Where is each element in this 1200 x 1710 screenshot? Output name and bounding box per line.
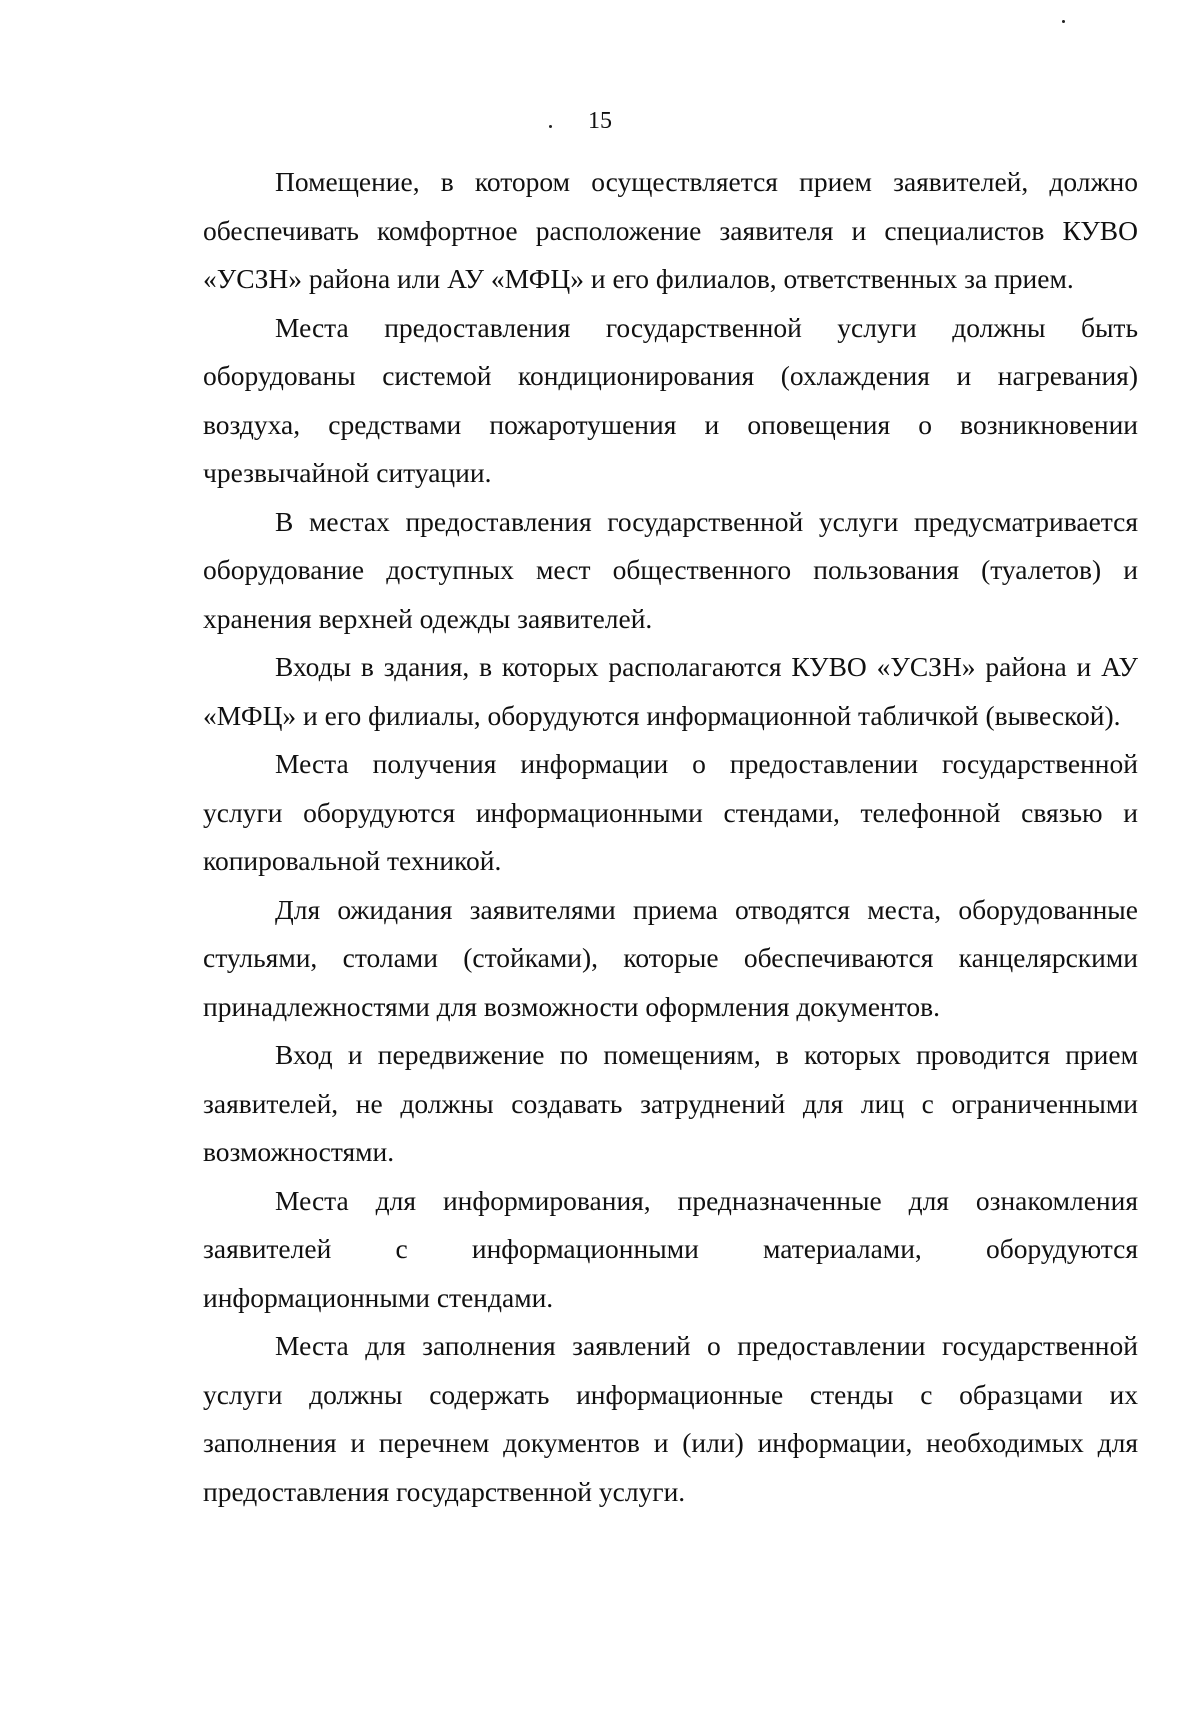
paragraph: Помещение, в котором осуществляется прием заявителей, должно обеспечивать комфортное расположение заявителя и специалистов КУВО «УСЗН» района или АУ «МФЦ» и его филиалов, ответственных за прием.: [203, 166, 1138, 294]
document-body: [203, 158, 1138, 1516]
paragraph: Места предоставления государственной услуги должны быть оборудованы системой кондиционирования (охлаждения и нагревания) воздуха, средствами пожаротушения и оповещения о возникновении чрезвычайной ситуации.: [203, 311, 1138, 488]
page-number: 15: [588, 108, 612, 134]
paragraph: Места для информирования, предназначенные для ознакомления заявителей с информационными материалами, оборудуются информационными стендами.: [203, 1184, 1138, 1313]
paragraph: Для ожидания заявителями приема отводятся места, оборудованные стульями, столами (стойками), которые обеспечиваются канцелярскими принадлежностями для возможности оформления документов.: [203, 893, 1138, 1022]
paragraph: Вход и передвижение по помещениям, в которых проводится прием заявителей, не должны создавать затруднений для лиц с ограниченными возможностями.: [203, 1039, 1138, 1167]
scan-speck: [1062, 20, 1065, 23]
paragraph: Места для заполнения заявлений о предоставлении государственной услуги должны содержать информационные стенды с образцами их заполнения и перечнем документов и (или) информации, необходимых для предоставления государственной услуги.: [203, 1330, 1138, 1507]
paragraph: Входы в здания, в которых располагаются КУВО «УСЗН» района и АУ «МФЦ» и его филиалы, оборудуются информационной табличкой (вывеской).: [203, 651, 1138, 731]
paragraph: Места получения информации о предоставлении государственной услуги оборудуются информационными стендами, телефонной связью и копировальной техникой.: [203, 748, 1138, 876]
paragraph: В местах предоставления государственной услуги предусматривается оборудование доступных мест общественного пользования (туалетов) и хранения верхней одежды заявителей.: [203, 505, 1138, 634]
